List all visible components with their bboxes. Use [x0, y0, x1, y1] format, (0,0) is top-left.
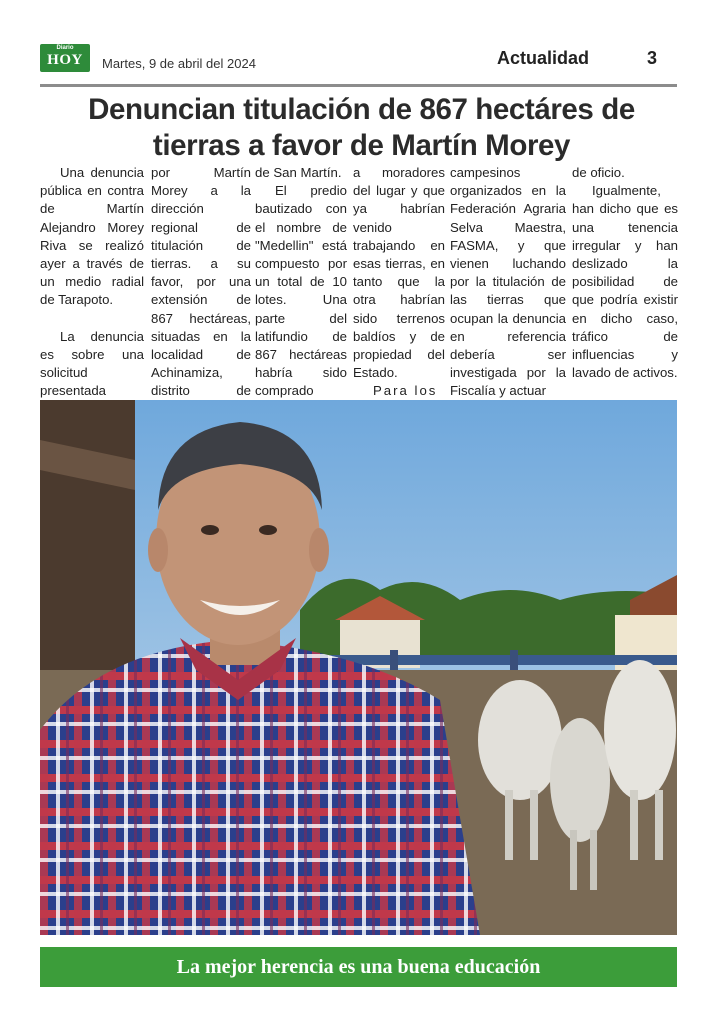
article-column-1 — [40, 164, 144, 400]
article-paragraph: Una denuncia pública en contra de Martín Alejandro Morey Riva se realizó ayer a través de un medio radial de Tarapoto. — [40, 165, 144, 308]
article-column-4 — [353, 164, 445, 401]
section-title: Actualidad — [497, 48, 590, 68]
article-paragraph: por Martín Morey a la dirección regional de titulación de tierras. a su favor, por una extensión de 867 hectáreas, situadas en la localidad de Achinamiza, distrito de — [151, 165, 251, 399]
headline-line-2: tierras a favor de Martín Morey — [152, 129, 571, 162]
logo-main-text: HOY — [47, 52, 83, 68]
article-photo — [40, 400, 677, 935]
article-column-6 — [572, 164, 678, 382]
headline — [40, 92, 683, 164]
article-paragraph: de San Martín. — [255, 165, 342, 180]
logo-top-text: Diario — [56, 45, 74, 51]
newspaper-logo — [40, 44, 90, 72]
header-rule — [40, 84, 677, 87]
publication-date: Martes, 9 de abril del 2024 — [102, 56, 256, 71]
photo-illustration — [40, 400, 677, 935]
article-paragraph: Para los — [373, 383, 438, 399]
article-paragraph: El predio bautizado con el nombre de "Medellin" está compuesto por un total de 10 lotes. Una parte del latifundio de 867 hectáreas habría sido comprado — [255, 183, 347, 399]
article-column-2 — [151, 164, 251, 437]
article-paragraph: La denuncia es sobre una solicitud presentada — [40, 328, 144, 399]
slogan-banner — [40, 947, 677, 987]
article-column-3 — [255, 164, 347, 401]
article-paragraph: campesinos organizados en la Federación Agraria Selva Maestra, FASMA, y que vienen luchando por la titulación de las tierras que ocupan la denuncia en referencia debería ser investigada por la Fiscalía y actuar — [450, 165, 566, 399]
slogan-text: La mejor herencia es una buena educación — [176, 955, 541, 978]
article-paragraph: Igualmente, han dicho que es una tenencia irregular y han deslizado la posibilidad de que podría existir en dicho caso, tráfico de influencias y lavado de activos. — [572, 183, 678, 381]
page-number: 3 — [647, 48, 658, 68]
article-paragraph: a moradores del lugar y que ya habrían venido trabajando en esas tierras, en tanto que la otra habrían sido terrenos baldíos y de propiedad del Estado. — [353, 165, 445, 381]
headline-line-1: Denuncian titulación de 867 hectáres de — [88, 93, 635, 126]
article-column-5 — [450, 164, 566, 401]
article-paragraph: de oficio. — [572, 165, 625, 180]
